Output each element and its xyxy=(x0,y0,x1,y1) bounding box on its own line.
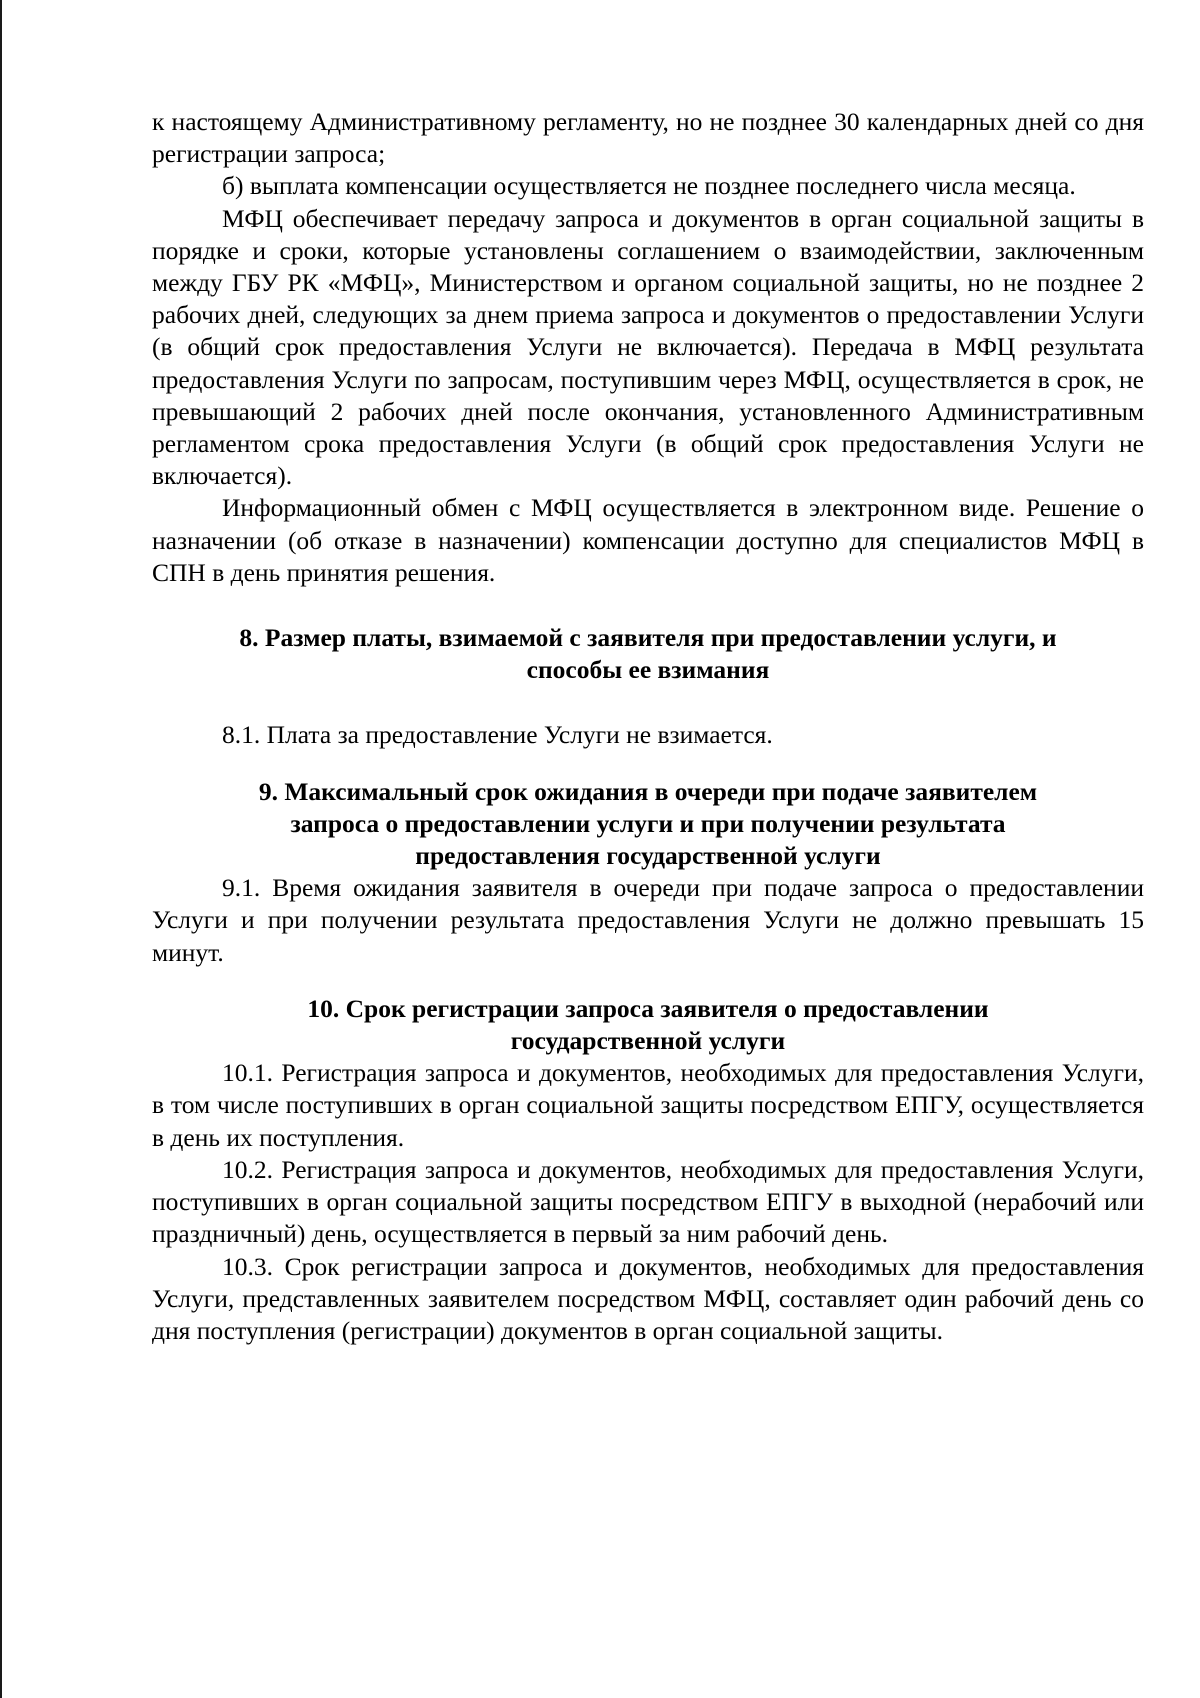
paragraph-9-1: 9.1. Время ожидания заявителя в очереди при подаче запроса о предоставлении Услуги и при получении результата предоставления Услуги не должно превышать 15 минут. xyxy=(152,873,1144,967)
paragraph-information-exchange: Информационный обмен с МФЦ осуществляется в электронном виде. Решение о назначении (об отказе в назначении) компенсации доступно для специалистов МФЦ в СПН в день принятия решения. xyxy=(152,493,1144,587)
heading-line: предоставления государственной услуги xyxy=(415,841,881,871)
spacer xyxy=(152,969,1144,993)
heading-line: запроса о предоставлении услуги и при получении результата xyxy=(290,808,1006,838)
section-heading-9 xyxy=(152,776,1144,873)
paragraph-10-3: 10.3. Срок регистрации запроса и документов, необходимых для предоставления Услуги, представленных заявителем посредством МФЦ, составляет один рабочий день со дня поступления (регистрации) документов в орган социальной защиты. xyxy=(152,1251,1144,1345)
document-body xyxy=(152,106,1144,1347)
paragraph-deadline-continuation: к настоящему Административному регламенту, но не позднее 30 календарных дней со дня регистрации запроса; xyxy=(152,107,1144,169)
heading-line: 8. Размер платы, взимаемой с заявителя при предоставлении услуги, и xyxy=(239,623,1057,653)
paragraph-10-1: 10.1. Регистрация запроса и документов, необходимых для предоставления Услуги, в том числе поступивших в орган социальной защиты посредством ЕПГУ, осуществляется в день их поступления. xyxy=(152,1058,1144,1152)
paragraph-mfc-transfer: МФЦ обеспечивает передачу запроса и документов в орган социальной защиты в порядке и сроки, которые установлены соглашением о взаимодействии, заключенным между ГБУ РК «МФЦ», Министерством и органом социальной защиты, но не позднее 2 рабочих дней, следующих за днем приема запроса и документов о предоставлении Услуги (в общий срок предоставления Услуги не включается). Передача в МФЦ результата предоставления Услуги по запросам, поступившим через МФЦ, осуществляется в срок, не превышающий 2 рабочих дней после окончания, установленного Административным регламентом срока предоставления Услуги (в общий срок предоставления Услуги не включается). xyxy=(152,203,1144,491)
section-heading-8 xyxy=(152,622,1144,686)
paragraph-payment-deadline: б) выплата компенсации осуществляется не позднее последнего числа месяца. xyxy=(222,171,1076,201)
heading-line: способы ее взимания xyxy=(526,655,770,685)
section-heading-10 xyxy=(152,993,1144,1057)
spacer xyxy=(152,589,1144,622)
spacer xyxy=(152,686,1144,719)
spacer xyxy=(152,752,1144,776)
paragraph-8-1: 8.1. Плата за предоставление Услуги не взимается. xyxy=(222,720,773,750)
paragraph-10-2: 10.2. Регистрация запроса и документов, необходимых для предоставления Услуги, поступивших в орган социальной защиты посредством ЕПГУ в выходной (нерабочий или праздничный) день, осуществляется в первый за ним рабочий день. xyxy=(152,1154,1144,1249)
heading-line: 10. Срок регистрации запроса заявителя о предоставлении xyxy=(307,993,989,1023)
heading-line: государственной услуги xyxy=(510,1026,786,1056)
heading-line: 9. Максимальный срок ожидания в очереди при подаче заявителем xyxy=(258,776,1038,806)
scan-edge xyxy=(0,0,2,1698)
